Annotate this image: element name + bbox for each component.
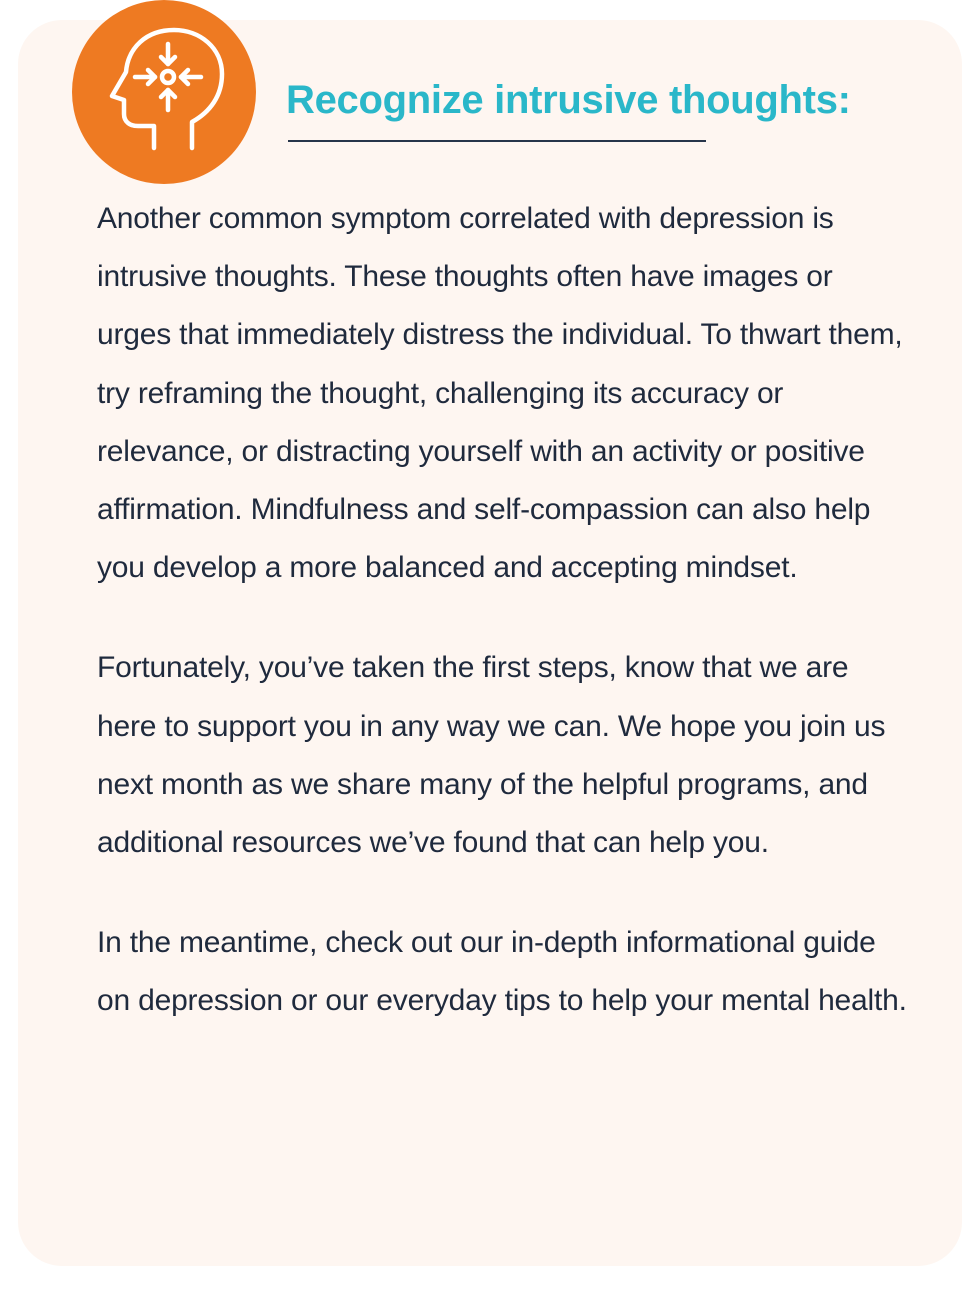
head-arrows-inward-icon: [72, 0, 256, 184]
section-title: Recognize intrusive thoughts:: [286, 78, 851, 122]
paragraph-support: Fortunately, you’ve taken the first steps, know that we are here to support you in any way we can. We hope you join us next month as we share many of the helpful programs, and additional resources we’ve found that can help you.: [97, 651, 886, 860]
paragraph-resources: In the meantime, check out our in-depth informational guide on depression or our everyday tips to help your mental health.: [97, 926, 907, 1018]
title-underline: [288, 140, 706, 142]
icon-badge: [72, 0, 256, 184]
article-body: [97, 190, 907, 1073]
paragraph-intrusive-thoughts: Another common symptom correlated with depression is intrusive thoughts. These thoughts often have images or urges that immediately distress the individual. To thwart them, try reframing the thought, challenging its accuracy or relevance, or distracting yourself with an activity or positive affirmation. Mindfulness and self-compassion can also help you develop a more balanced and accepting mindset.: [97, 202, 903, 585]
